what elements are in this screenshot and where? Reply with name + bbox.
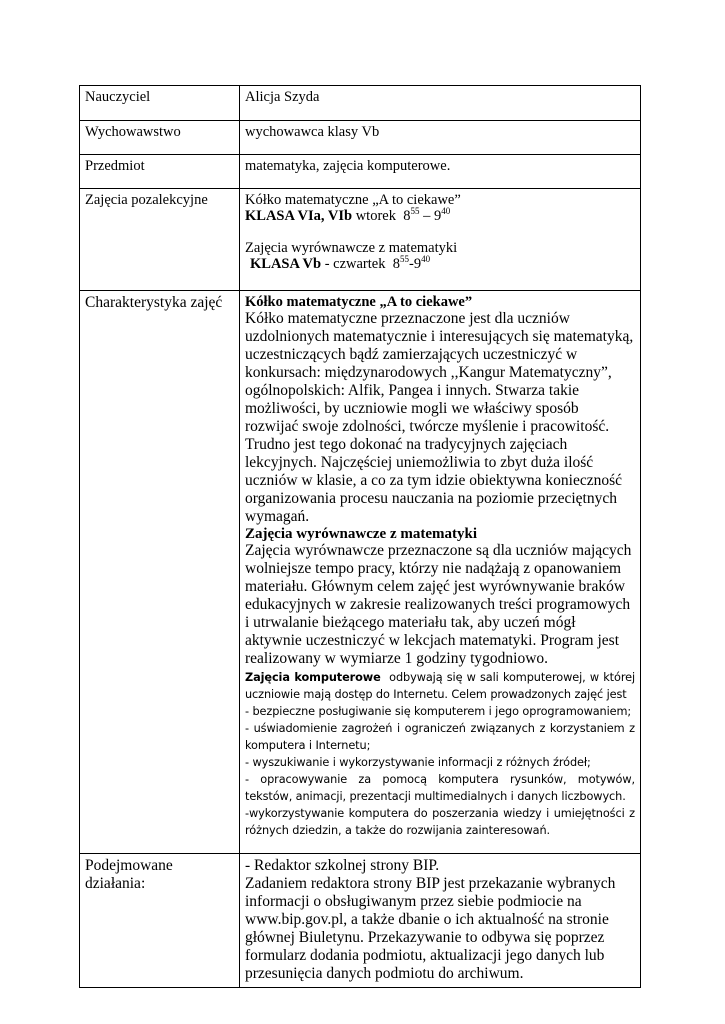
characteristics-cell xyxy=(240,291,641,854)
remedial-start-minute: 55 xyxy=(399,254,409,265)
table-row xyxy=(80,854,641,988)
teacher-info-table xyxy=(79,85,641,988)
club-start-minute: 55 xyxy=(410,206,420,217)
teacher-label: Nauczyciel xyxy=(80,86,240,121)
extracurricular-label: Zajęcia pozalekcyjne xyxy=(80,189,240,291)
computer-item: - opracowywanie za pomocą komputera rysunków, motywów, tekstów, animacji, prezentacji multimedialnych i danych liczbowych. xyxy=(245,773,635,803)
computer-item: - wyszukiwanie i wykorzystywanie informacji z różnych źródeł; xyxy=(245,756,591,769)
teacher-name: Alicja Szyda xyxy=(240,86,641,121)
club-dash: – xyxy=(423,208,431,224)
table-row xyxy=(80,86,641,121)
computer-intro: odbywają się w sali komputerowej, w której uczniowie mają dostęp do Internetu. Celem prowadzonych zajęć jest xyxy=(245,671,636,701)
club-name: Kółko matematyczne „A to ciekawe” xyxy=(245,192,461,208)
activities-label: Podejmowane działania: xyxy=(80,854,240,988)
subject-value: matematyka, zajęcia komputerowe. xyxy=(240,155,641,189)
activities-description: Zadaniem redaktora strony BIP jest przekazanie wybranych informacji o obsługiwanym przez siebie podmiocie na www.bip.gov.pl, a także dbanie o ich aktualność na stronie głównej Biuletynu. Przekazywanie to odbywa się poprzez formularz dodania podmiotu, aktualizacji jego danych lub przesunięcia danych podmiotu do archiwum. xyxy=(245,875,616,982)
extracurricular-cell xyxy=(240,189,641,291)
club-heading: Kółko matematyczne „A to ciekawe” xyxy=(245,294,473,310)
computer-section xyxy=(245,669,635,703)
table-row xyxy=(80,155,641,189)
club-start-hour: 8 xyxy=(403,208,411,224)
club-description: Kółko matematyczne przeznaczone jest dla uczniów uzdolnionych matematycznie i interesujących się matematyką, uczestniczących bądź zamierzających uczestniczyć w konkursach: międzynarodowych ,,Kangur Matematyczny”, ogólnopolskich: Alfik, Pangea i innych. Stwarza takie możliwości, by uczniowie mogli we właściwy sposób rozwijać swoje zdolności, twórcze myślenie i pracowitość. Trudno jest tego dokonać na tradycyjnych zajęciach lekcyjnych. Najczęściej uniemożliwia to zbyt duża ilość uczniów w klasie, a co za tym idzie obiektywna konieczność organizowania procesu nauczania na poziomie przeciętnych wymagań. xyxy=(245,310,634,525)
table-row xyxy=(80,189,641,291)
remedial-class: KLASA Vb xyxy=(250,256,322,272)
computer-item: - bezpieczne posługiwanie się komputerem i jego oprogramowaniem; xyxy=(245,705,632,718)
remedial-schedule xyxy=(245,256,635,272)
remedial-end-minute: 40 xyxy=(421,254,431,265)
table-row xyxy=(80,291,641,854)
remedial-start-hour: 8 xyxy=(392,256,400,272)
remedial-dash: - xyxy=(408,256,414,272)
activities-title: - Redaktor szkolnej strony BIP. xyxy=(245,857,440,874)
club-end-hour: 9 xyxy=(433,208,442,224)
club-class: KLASA VIa, VIb xyxy=(245,208,353,224)
activities-cell xyxy=(240,854,641,988)
characteristics-label: Charakterystyka zajęć xyxy=(80,291,240,854)
remedial-day: - czwartek xyxy=(324,256,386,272)
computer-item: - uświadomienie zagrożeń i ograniczeń związanych z korzystaniem z komputera i Internetu; xyxy=(245,722,635,752)
table-row xyxy=(80,121,641,155)
homeroom-label: Wychowawstwo xyxy=(80,121,240,155)
remedial-name: Zajęcia wyrównawcze z matematyki xyxy=(245,240,458,256)
remedial-heading: Zajęcia wyrównawcze z matematyki xyxy=(245,526,478,542)
subject-label: Przedmiot xyxy=(80,155,240,189)
club-end-minute: 40 xyxy=(441,206,451,217)
computer-item: -wykorzystywanie komputera do poszerzania wiedzy i umiejętności z różnych dziedzin, a także do rozwijania zainteresowań. xyxy=(245,807,635,837)
club-schedule xyxy=(245,208,635,224)
homeroom-value: wychowawca klasy Vb xyxy=(240,121,641,155)
remedial-end-hour: 9 xyxy=(413,256,422,272)
computer-heading: Zajęcia komputerowe xyxy=(245,671,381,684)
club-day: wtorek xyxy=(355,208,396,224)
remedial-description: Zajęcia wyrównawcze przeznaczone są dla uczniów mających wolniejsze tempo pracy, którzy nie nadążają z opanowaniem materiału. Głównym celem zajęć jest wyrównywanie braków edukacyjnych w zakresie realizowanych treści programowych i utrwalanie bieżącego materiału tak, aby uczeń mógł aktywnie uczestniczyć w lekcjach matematyki. Program jest realizowany w wymiarze 1 godziny tygodniowo. xyxy=(245,542,632,667)
